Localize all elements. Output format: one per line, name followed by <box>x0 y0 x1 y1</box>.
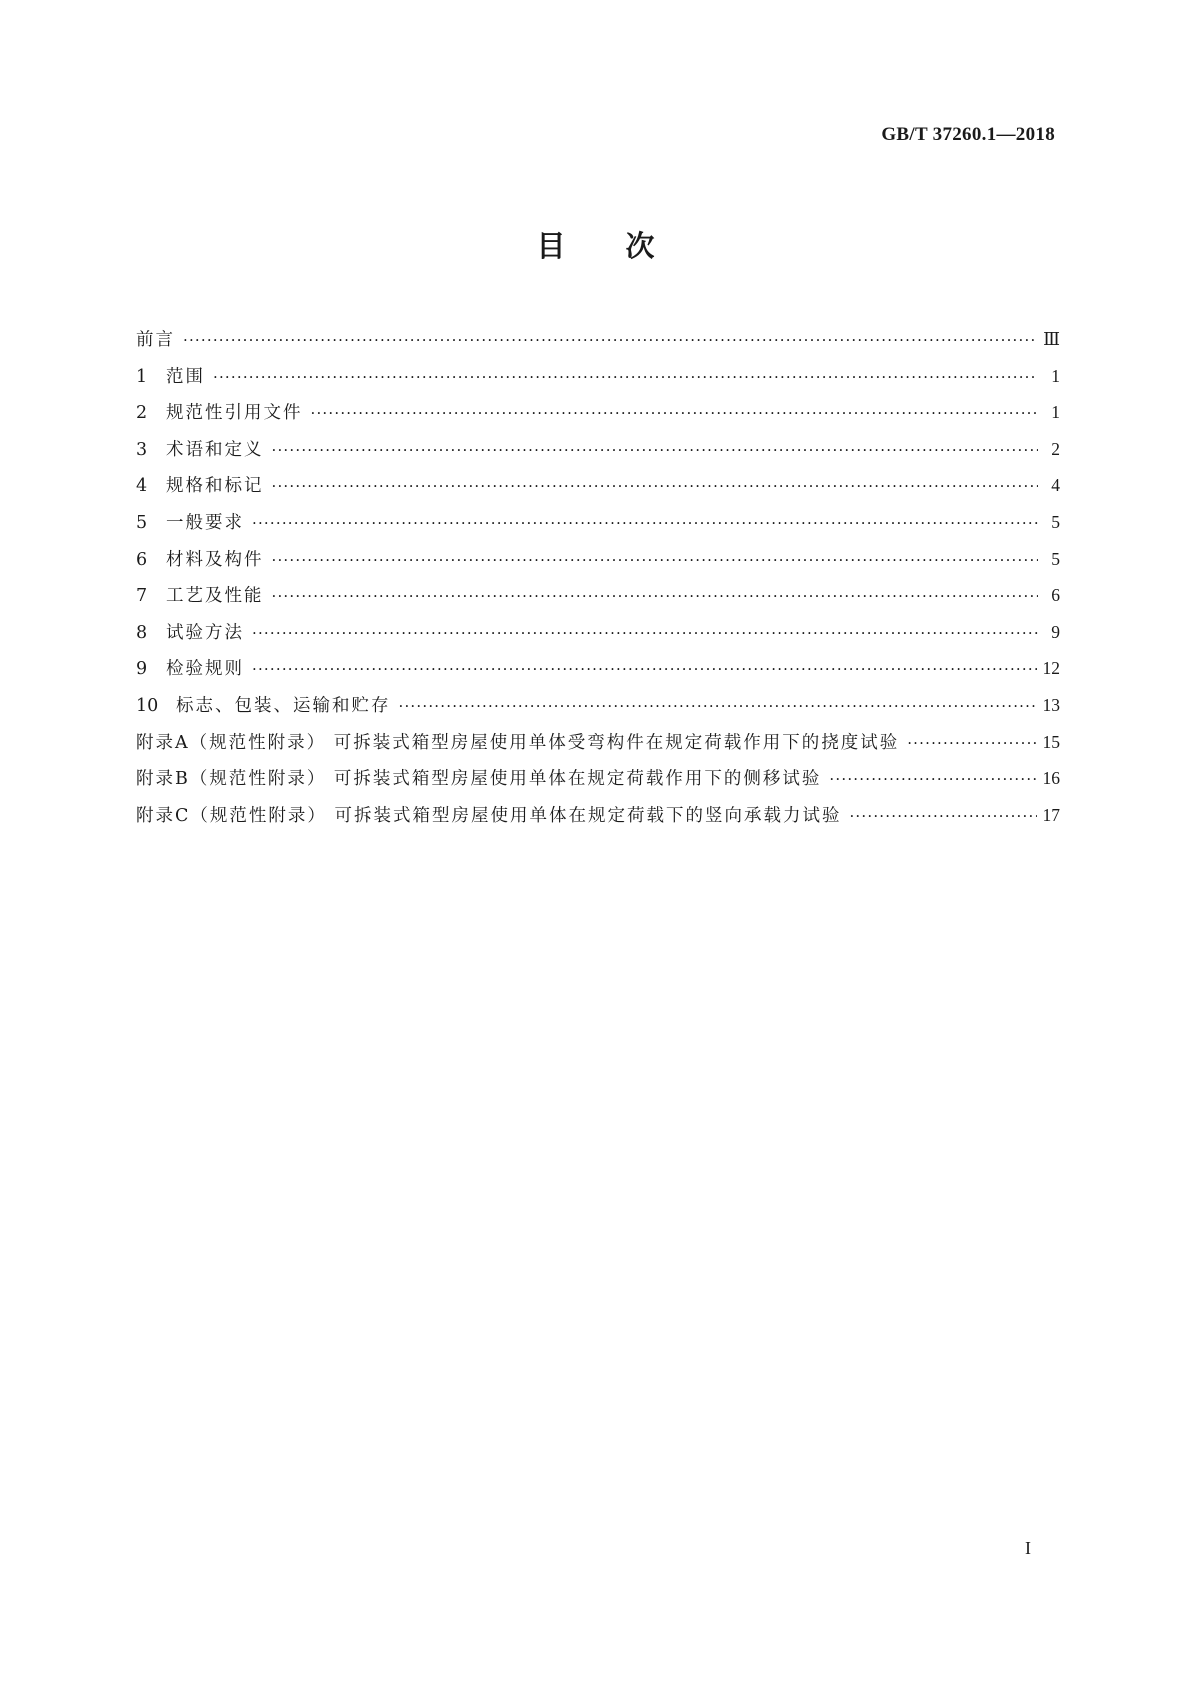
toc-entry-page: 16 <box>1042 768 1060 789</box>
toc-entry-label: 前言 <box>136 330 175 350</box>
toc-entry-number: 2 <box>136 403 148 424</box>
toc-entry-8[interactable] <box>136 619 1060 656</box>
toc-entry-page: 9 <box>1051 621 1060 642</box>
toc-dot-leader <box>849 807 1036 825</box>
toc-dot-leader <box>829 770 1036 788</box>
toc-entry-label: 一般要求 <box>166 512 244 533</box>
toc-entry-label: 材料及构件 <box>166 549 264 570</box>
toc-entry-6[interactable] <box>136 546 1060 583</box>
toc-dot-leader <box>272 551 1039 569</box>
toc-dot-leader <box>272 587 1039 605</box>
table-of-contents <box>136 326 1060 838</box>
toc-entry-5[interactable] <box>136 509 1060 546</box>
toc-entry-page: 2 <box>1051 438 1060 459</box>
toc-entry-appendix-b[interactable] <box>136 765 1060 802</box>
toc-entry-appendix-a[interactable] <box>136 729 1060 766</box>
toc-entry-number: 8 <box>136 622 148 643</box>
toc-dot-leader <box>311 404 1039 422</box>
standard-number: GB/T 37260.1—2018 <box>881 124 1055 145</box>
toc-dot-leader <box>183 331 1037 349</box>
toc-entry-number: 3 <box>136 439 148 460</box>
toc-entry-7[interactable] <box>136 582 1060 619</box>
toc-dot-leader <box>399 697 1037 715</box>
toc-entry-foreword[interactable] <box>136 326 1060 363</box>
toc-entry-label: 标志、包装、运输和贮存 <box>176 695 391 716</box>
toc-entry-4[interactable] <box>136 472 1060 509</box>
toc-entry-number: 4 <box>136 476 148 497</box>
toc-entry-label: 规范性引用文件 <box>166 403 303 424</box>
toc-entry-10[interactable] <box>136 692 1060 729</box>
toc-dot-leader <box>272 477 1039 495</box>
toc-entry-label: 附录C（规范性附录） 可拆装式箱型房屋使用单体在规定荷载下的竖向承载力试验 <box>136 805 842 826</box>
toc-entry-appendix-c[interactable] <box>136 802 1060 839</box>
toc-entry-page: 15 <box>1042 731 1060 752</box>
toc-entry-page: 5 <box>1051 548 1060 569</box>
toc-entry-label: 规格和标记 <box>166 476 264 497</box>
toc-entry-1[interactable] <box>136 363 1060 400</box>
page-number: I <box>1025 1538 1031 1558</box>
page-title: 目次 <box>536 229 715 263</box>
toc-dot-leader <box>252 514 1038 532</box>
toc-entry-page: 13 <box>1042 694 1060 715</box>
toc-entry-label: 试验方法 <box>166 622 244 643</box>
toc-entry-page: 6 <box>1051 585 1060 606</box>
toc-dot-leader <box>252 624 1038 642</box>
toc-entry-page: 12 <box>1042 658 1060 679</box>
toc-dot-leader <box>252 660 1037 678</box>
toc-entry-number: 5 <box>136 512 148 533</box>
toc-entry-number: 9 <box>136 659 148 680</box>
toc-entry-label: 附录B（规范性附录） 可拆装式箱型房屋使用单体在规定荷载作用下的侧移试验 <box>136 769 822 790</box>
toc-entry-page: 1 <box>1051 365 1060 386</box>
toc-entry-page: 5 <box>1051 511 1060 532</box>
toc-entry-number: 6 <box>136 549 148 570</box>
toc-entry-number: 1 <box>136 366 148 387</box>
toc-entry-page: Ⅲ <box>1043 329 1060 349</box>
toc-dot-leader <box>907 734 1036 752</box>
toc-entry-number: 10 <box>136 695 159 716</box>
toc-entry-page: 4 <box>1051 475 1060 496</box>
toc-entry-label: 检验规则 <box>166 659 244 680</box>
toc-dot-leader <box>213 368 1038 386</box>
toc-entry-label: 工艺及性能 <box>166 586 264 607</box>
toc-entry-9[interactable] <box>136 655 1060 692</box>
toc-entry-3[interactable] <box>136 436 1060 473</box>
toc-entry-number: 7 <box>136 586 148 607</box>
toc-entry-page: 1 <box>1051 402 1060 423</box>
toc-entry-page: 17 <box>1042 804 1060 825</box>
toc-entry-label: 术语和定义 <box>166 439 264 460</box>
toc-entry-label: 附录A（规范性附录） 可拆装式箱型房屋使用单体受弯构件在规定荷载作用下的挠度试验 <box>136 732 900 753</box>
toc-dot-leader <box>272 441 1039 459</box>
toc-entry-2[interactable] <box>136 399 1060 436</box>
toc-entry-label: 范围 <box>166 366 205 387</box>
